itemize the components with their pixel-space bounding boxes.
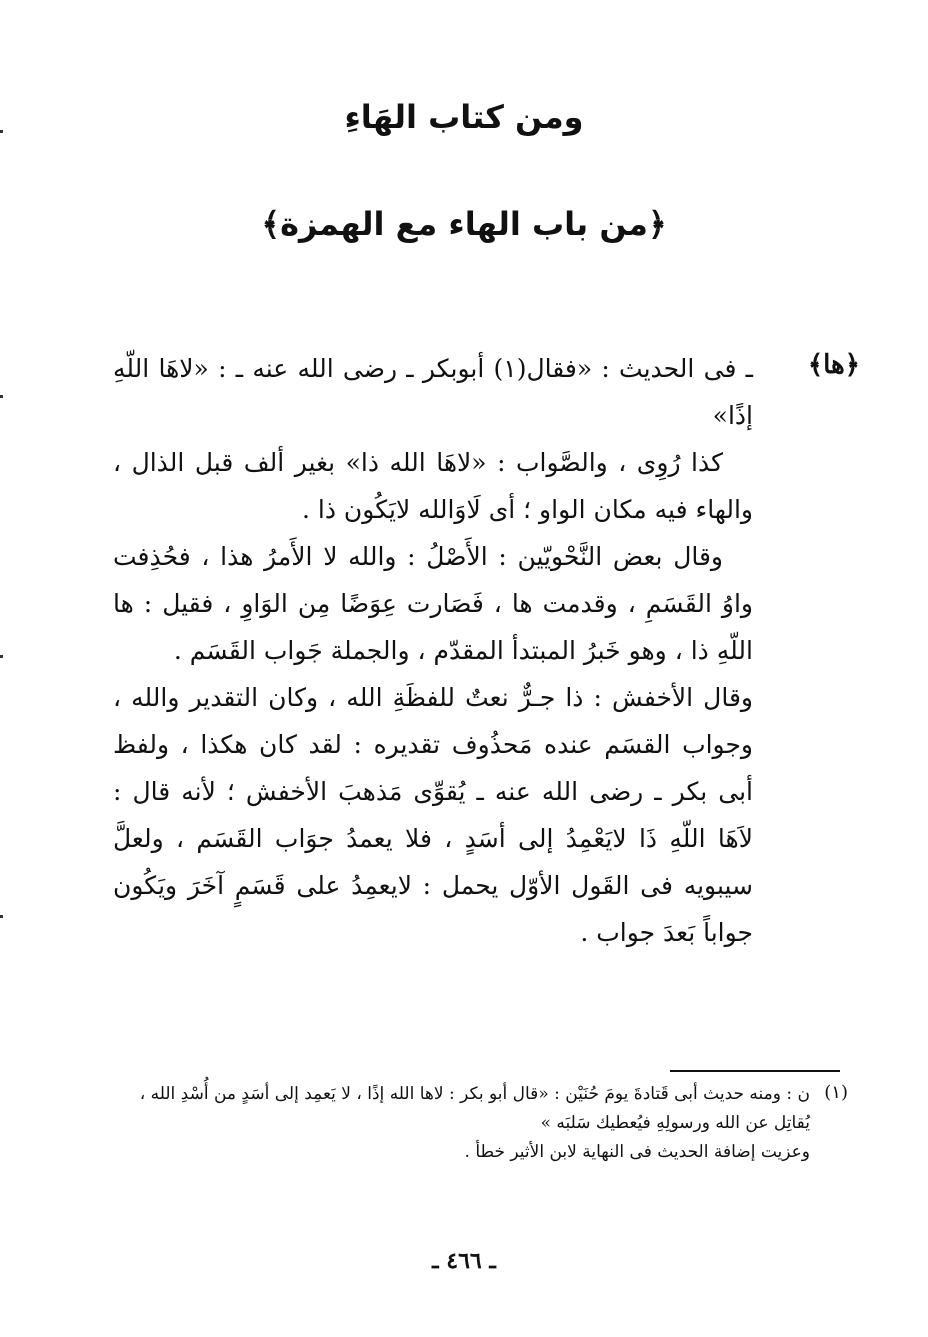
footnote-separator xyxy=(670,1070,840,1072)
paragraph: وقال بعض النَّحْويّين : الأَصْلُ : والله لا الأَمرُ هذا ، فحُذِفت واوُ القَسَمِ ، وقدمت ها ، فَصَارت عِوَضًا مِن الوَاوِ ، فقيل : ها اللّهِ ذا ، وهو خَبرُ المبتدأ المقدّم ، والجملة جَواب القَسَم . xyxy=(113,542,753,665)
page-number: ـ ٤٦٦ ـ xyxy=(432,1248,496,1274)
footnote-line: وعزيت إضافة الحديث فى النهاية لابن الأثير خطأ . xyxy=(464,1142,810,1162)
entry-body xyxy=(113,345,753,956)
book-title: ومن كتاب الهَاءِ xyxy=(344,98,584,136)
entry-head: ﴿ها﴾ xyxy=(807,350,860,380)
paragraph: كذا رُوِى ، والصَّواب : «لاهَا الله ذا» بغير ألف قبل الذال ، والهاء فيه مكان الواو ؛ أى لَاوَالله لايَكُون ذا . xyxy=(113,448,753,524)
margin-mark xyxy=(0,915,3,918)
margin-mark xyxy=(0,130,3,133)
paragraph: وقال الأخفش : ذا جـرٌّ نعتٌ للفظَةِ الله ، وكان التقدير والله ، وجواب القسَم عنده مَحذُوف تقديره : لقد كان هكذا ، ولفظ أبى بكر ـ رضى الله عنه ـ يُقوِّى مَذهبَ الأخفش ؛ لأنه قال : لاَهَا اللّهِ ذَا لايَعْمِدُ إلى أسَدٍ ، فلا يعمدُ جوَاب القَسَم ، ولعلَّ سيبويه فى القَول الأوّل يحمل : لايعمِدُ على قَسَمٍ آخَرَ ويَكُون جواباً بَعدَ جواب . xyxy=(113,683,753,947)
chapter-title: ﴿من باب الهاء مع الهمزة﴾ xyxy=(261,205,667,243)
footnote-line: ن : ومنه حديث أبى قَتادةَ يومَ حُنَيْن : «قال أبو بكر : لاها الله إذًا ، لا يَعمِد إلى أسَدٍ من أُسْدِ الله ، يُقاتِل عن الله ورسولِهِ فيُعطيك سَلبَه » xyxy=(139,1084,810,1133)
margin-mark xyxy=(0,655,3,658)
footnote xyxy=(110,1080,810,1167)
paragraph: ـ فى الحديث : «فقال(١) أبوبكر ـ رضى الله عنه ـ : «لاهَا اللّهِ إذًا» xyxy=(113,354,753,430)
footnote-number: (١) xyxy=(824,1082,848,1103)
margin-mark xyxy=(0,395,3,398)
